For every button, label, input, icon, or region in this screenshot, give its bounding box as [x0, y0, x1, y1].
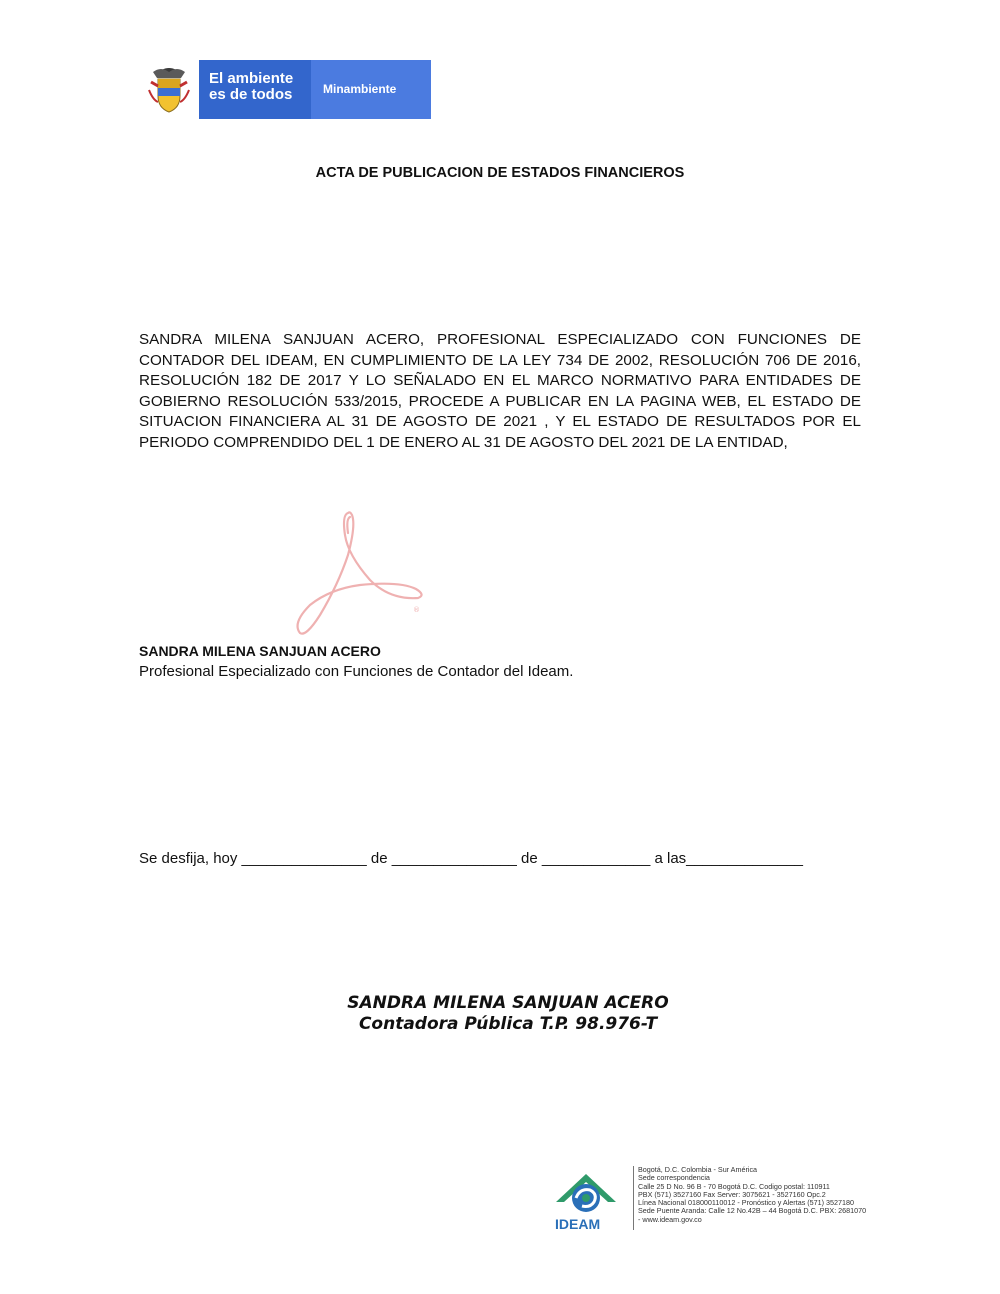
unposting-statement: Se desfija, hoy _______________ de _______________ de _____________ a las______________ [139, 850, 803, 867]
final-signature-block [0, 993, 1000, 1035]
body-line: SITUACION FINANCIERA AL 31 DE AGOSTO DE 2021 , Y EL ESTADO DE RESULTADOS POR EL [139, 413, 861, 430]
footer-line: PBX (571) 3527160 Fax Server: 3075621 - 3527160 Opc.2 [638, 1189, 826, 1199]
body-paragraph [139, 330, 861, 453]
footer-line: Sede Puente Aranda: Calle 12 No.42B – 44 Bogotá D.C. PBX: 2681070 [638, 1206, 867, 1216]
logo-blue-band [199, 60, 431, 119]
logo-slogan-line2: es de todos [209, 86, 293, 103]
colombia-coat-of-arms-icon [139, 60, 199, 119]
footer-contact-info [638, 1166, 866, 1224]
logo-brand-name: Minambiente [323, 82, 397, 96]
body-line: RESOLUCIÓN 182 DE 2017 Y LO SEÑALADO EN EL MARCO NORMATIVO PARA ENTIDADES DE [139, 372, 861, 389]
acrobat-watermark-icon [290, 505, 430, 640]
footer-line: Bogotá, D.C. Colombia - Sur América [638, 1165, 758, 1174]
body-line: PERIODO COMPRENDIDO DEL 1 DE ENERO AL 31 DE AGOSTO DEL 2021 DE LA ENTIDAD, [139, 433, 788, 451]
footer-divider [633, 1166, 634, 1230]
body-line: SANDRA MILENA SANJUAN ACERO, PROFESIONAL ESPECIALIZADO CON FUNCIONES DE [139, 331, 861, 348]
footer-line: Línea Nacional 018000110012 - Pronóstico y Alertas (571) 3527180 [638, 1198, 855, 1208]
svg-text:®: ® [413, 606, 420, 614]
final-signatory-name: SANDRA MILENA SANJUAN ACERO [347, 993, 669, 1013]
footer-line: Calle 25 D No. 96 B - 70 Bogotá D.C. Codigo postal: 110911 [638, 1181, 830, 1191]
logo-slogan [209, 71, 293, 103]
ideam-logo-label: IDEAM [555, 1216, 601, 1232]
minambiente-logo [139, 60, 431, 119]
body-line: GOBIERNO RESOLUCIÓN 533/2015, PROCEDE A PUBLICAR EN LA PAGINA WEB, EL ESTADO DE [139, 392, 861, 410]
logo-slogan-line1: El ambiente [209, 70, 294, 87]
body-line: CONTADOR DEL IDEAM, EN CUMPLIMIENTO DE LA LEY 734 DE 2002, RESOLUCIÓN 706 DE 2016, [139, 351, 861, 369]
final-signatory-role: Contadora Pública T.P. 98.976-T [358, 1014, 658, 1034]
footer-website[interactable]: - www.ideam.gov.co [638, 1214, 702, 1224]
document-title: ACTA DE PUBLICACION DE ESTADOS FINANCIEROS [315, 165, 685, 181]
signatory-role: Profesional Especializado con Funciones de Contador del Ideam. [139, 663, 574, 680]
footer-line: Sede correspondencia [638, 1173, 710, 1183]
signatory-name: SANDRA MILENA SANJUAN ACERO [139, 643, 381, 659]
